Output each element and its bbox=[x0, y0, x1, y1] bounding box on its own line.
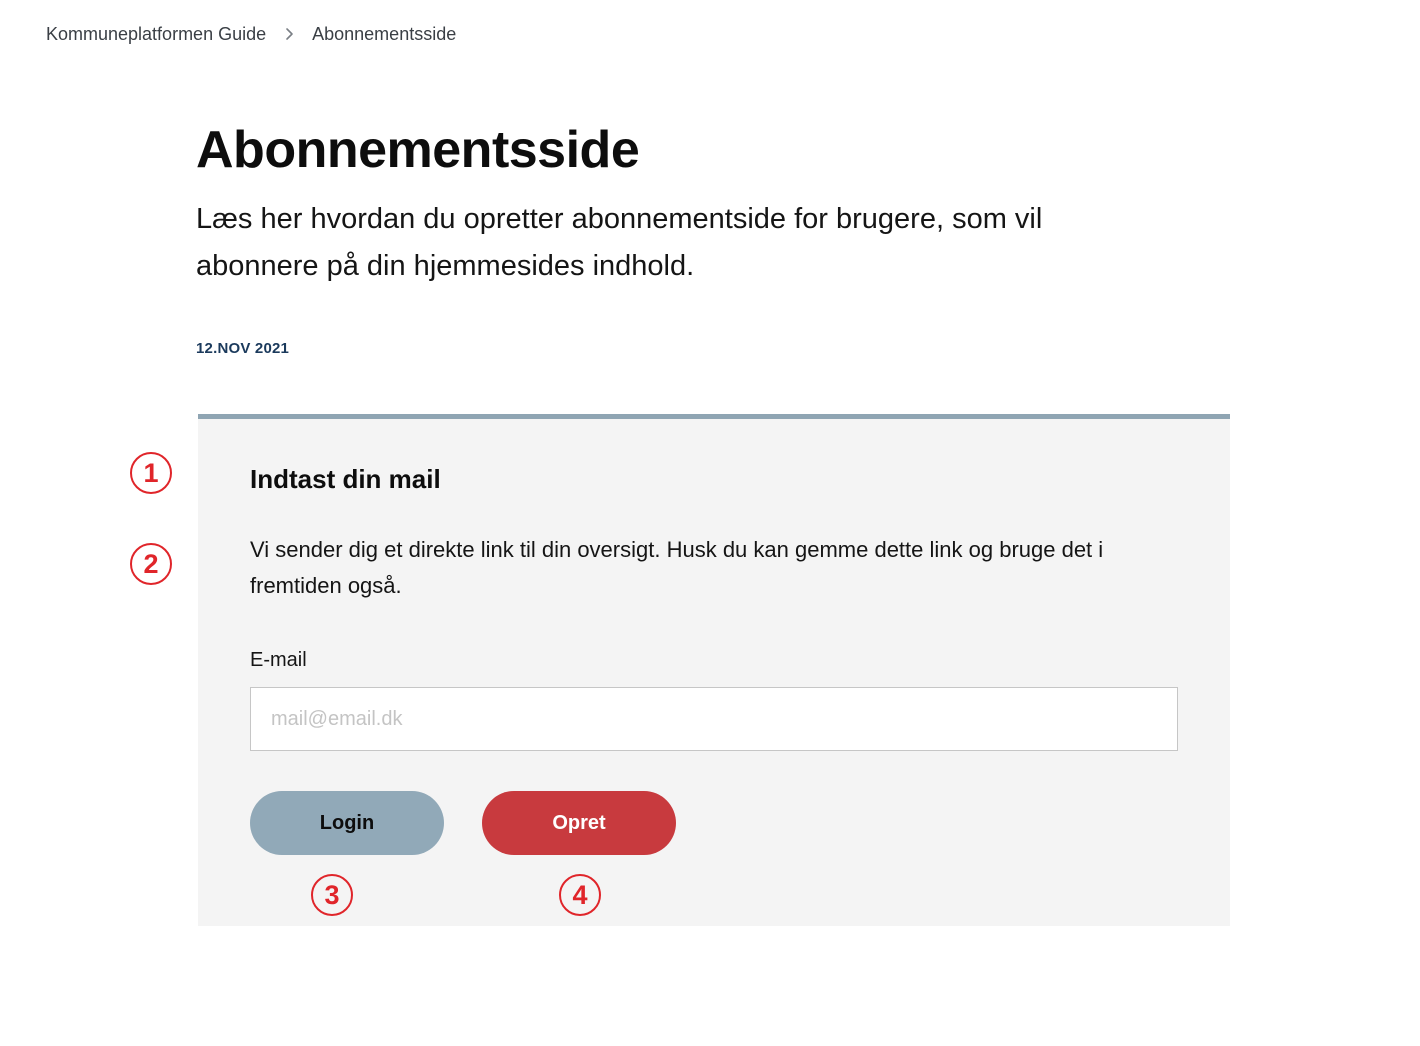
intro-text: Læs her hvordan du opretter abonnementside for brugere, som vil abonnere på din hjemmesides indhold. bbox=[196, 203, 1043, 282]
login-button[interactable]: Login bbox=[250, 791, 444, 855]
breadcrumb-item-guide[interactable]: Kommuneplatformen Guide bbox=[46, 24, 267, 44]
annotation-marker-3: 3 bbox=[311, 874, 353, 916]
email-input[interactable] bbox=[250, 687, 1178, 751]
form-description: Vi sender dig et direkte link til din oversigt. Husk du kan gemme dette link og bruge det i fremtiden også. bbox=[250, 537, 1104, 598]
form-heading: Indtast din mail bbox=[250, 464, 441, 494]
chevron-right-icon bbox=[278, 22, 302, 46]
publish-date: 12.NOV 2021 bbox=[196, 340, 290, 357]
page-title: Abonnementsside bbox=[196, 121, 640, 179]
subscription-form bbox=[198, 414, 1230, 926]
annotation-marker-1: 1 bbox=[130, 452, 172, 494]
breadcrumb bbox=[46, 22, 456, 46]
annotation-marker-4: 4 bbox=[559, 874, 601, 916]
annotation-marker-2: 2 bbox=[130, 543, 172, 585]
create-button[interactable]: Opret bbox=[482, 791, 676, 855]
breadcrumb-item-current: Abonnementsside bbox=[312, 24, 457, 44]
email-label: E-mail bbox=[250, 649, 307, 671]
